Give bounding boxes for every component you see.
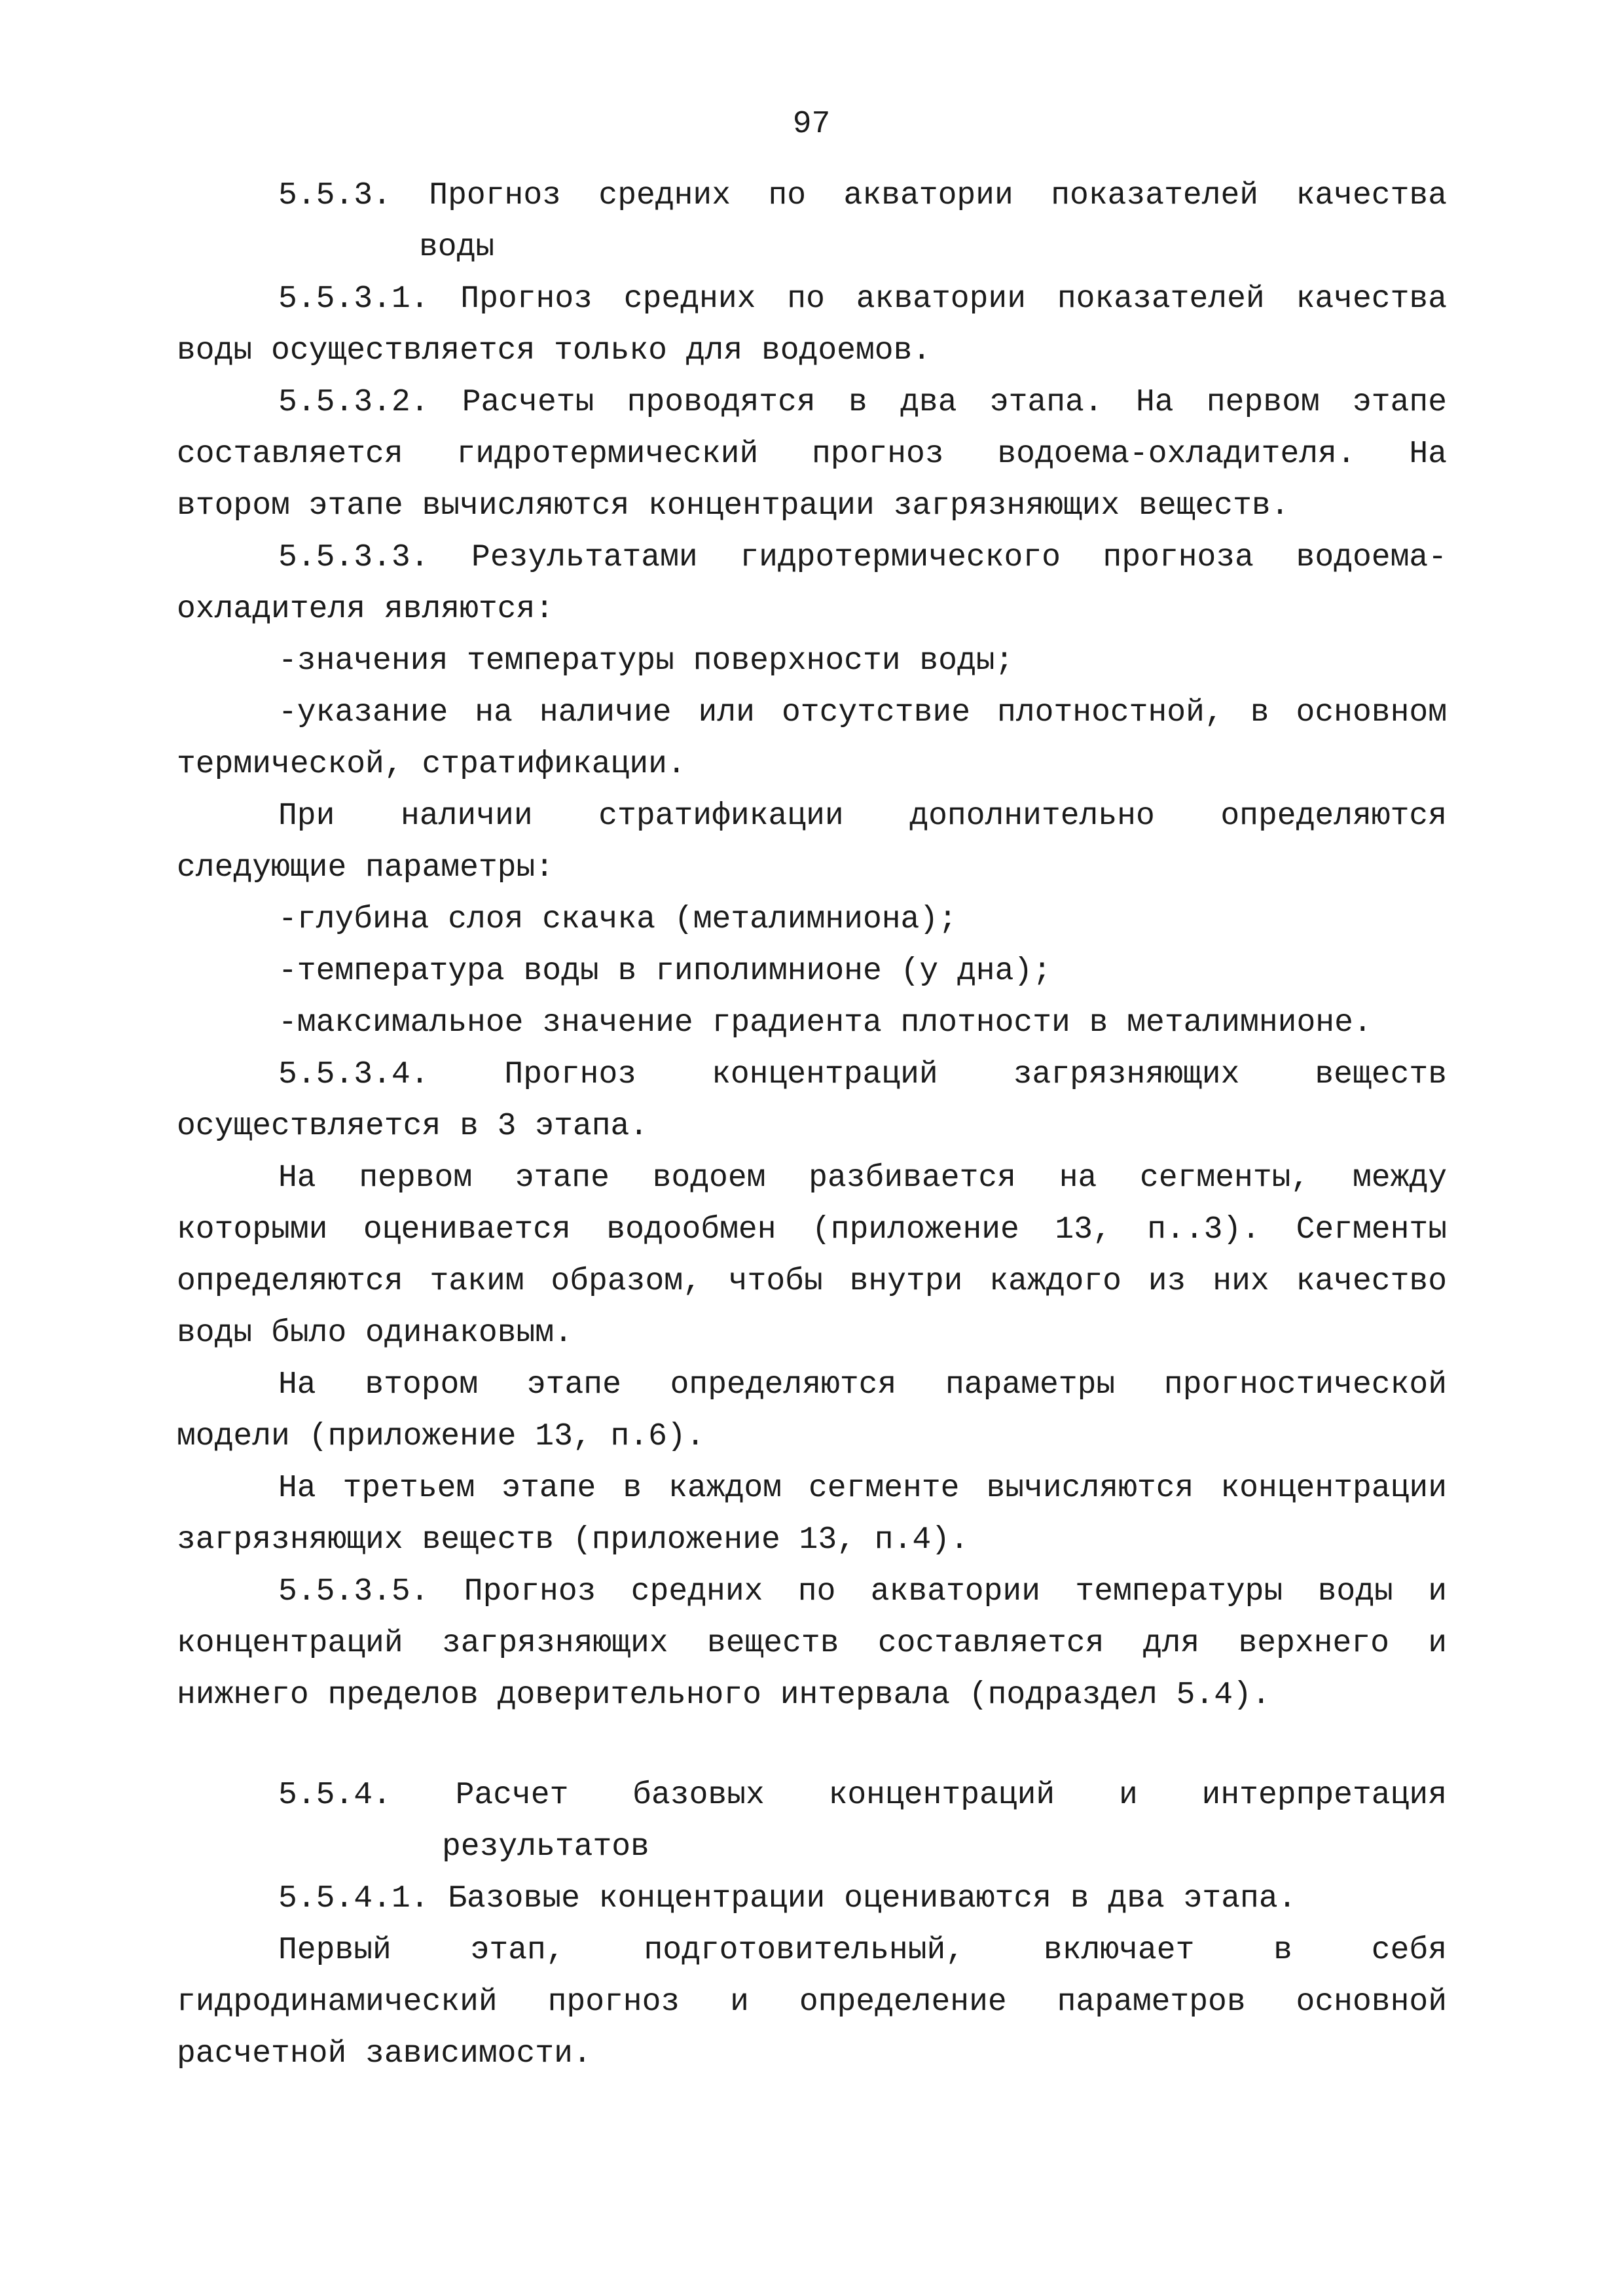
text-line: Первый этап, подготовительный, включает в себя <box>278 1933 1447 1968</box>
text-line: загрязняющих веществ (приложение 13, п.4). <box>177 1522 969 1558</box>
paragraph-first-stage <box>177 1925 1447 2080</box>
text-line: -максимальное значение градиента плотности в металимнионе. <box>278 1005 1372 1041</box>
paragraph-stage-two <box>177 1359 1447 1463</box>
heading-line: воды <box>419 230 495 265</box>
text-line: 5.5.3.4. Прогноз концентраций загрязняющих веществ <box>278 1057 1447 1092</box>
text-line: воды осуществляется только для водоемов. <box>177 333 932 368</box>
text-line: расчетной зависимости. <box>177 2036 592 2072</box>
text-line: гидродинамический прогноз и определение параметров основной <box>177 1984 1447 2020</box>
text-line: -температура воды в гиполимнионе (у дна); <box>278 954 1051 989</box>
text-line: модели (приложение 13, п.6). <box>177 1419 705 1454</box>
paragraph-5-5-3-3 <box>177 532 1447 636</box>
paragraph-stage-three <box>177 1463 1447 1566</box>
heading-line: 5.5.3. Прогноз средних по акватории показателей качества <box>278 178 1447 213</box>
list-item <box>177 946 1447 997</box>
heading-line: 5.5.4. Расчет базовых концентраций и интерпретация <box>278 1778 1447 1813</box>
text-line: воды было одинаковым. <box>177 1316 573 1351</box>
document-body <box>177 170 1447 2080</box>
section-heading-5-5-4 <box>177 1770 1447 1873</box>
text-line: следующие параметры: <box>177 850 555 886</box>
text-line: 5.5.3.1. Прогноз средних по акватории показателей качества <box>278 281 1447 317</box>
text-line: На первом этапе водоем разбивается на сегменты, между <box>278 1160 1447 1196</box>
text-line: осуществляется в 3 этапа. <box>177 1109 649 1144</box>
text-line: На втором этапе определяются параметры прогностической <box>278 1367 1447 1403</box>
list-item <box>177 636 1447 687</box>
list-item <box>177 687 1447 791</box>
text-line: 5.5.3.5. Прогноз средних по акватории температуры воды и <box>278 1574 1447 1609</box>
text-line: термической, стратификации. <box>177 747 686 782</box>
text-line: втором этапе вычисляются концентрации загрязняющих веществ. <box>177 488 1290 524</box>
text-line: концентраций загрязняющих веществ составляется для верхнего и <box>177 1626 1447 1661</box>
text-line: -глубина слоя скачка (металимниона); <box>278 902 957 937</box>
text-line: При наличии стратификации дополнительно определяются <box>278 798 1447 834</box>
text-line: На третьем этапе в каждом сегменте вычисляются концентрации <box>278 1471 1447 1506</box>
text-line: -указание на наличие или отсутствие плотностной, в основном <box>278 695 1447 730</box>
paragraph-5-5-3-2 <box>177 377 1447 532</box>
text-line: определяются таким образом, чтобы внутри каждого из них качество <box>177 1264 1447 1299</box>
list-item <box>177 894 1447 946</box>
text-line: 5.5.3.3. Результатами гидротермического прогноза водоема- <box>278 540 1447 575</box>
list-item <box>177 997 1447 1049</box>
paragraph-stage-one <box>177 1153 1447 1359</box>
paragraph-5-5-3-5 <box>177 1566 1447 1721</box>
heading-line: результатов <box>442 1829 649 1865</box>
text-line: -значения температуры поверхности воды; <box>278 643 1014 679</box>
text-line: 5.5.3.2. Расчеты проводятся в два этапа. На первом этапе <box>278 385 1447 420</box>
text-line: составляется гидротермический прогноз водоема-охладителя. На <box>177 437 1447 472</box>
text-line: охладителя являются: <box>177 592 555 627</box>
section-heading-5-5-3 <box>177 170 1447 274</box>
page-number: 97 <box>792 107 831 142</box>
paragraph-5-5-4-1 <box>177 1873 1447 1925</box>
text-line: которыми оценивается водообмен (приложение 13, п..3). Сегменты <box>177 1212 1447 1247</box>
paragraph-5-5-3-4 <box>177 1049 1447 1153</box>
text-line: 5.5.4.1. Базовые концентрации оцениваются в два этапа. <box>278 1881 1297 1916</box>
paragraph-stratification <box>177 791 1447 894</box>
text-line: нижнего пределов доверительного интервала (подраздел 5.4). <box>177 1677 1271 1713</box>
paragraph-5-5-3-1 <box>177 274 1447 377</box>
